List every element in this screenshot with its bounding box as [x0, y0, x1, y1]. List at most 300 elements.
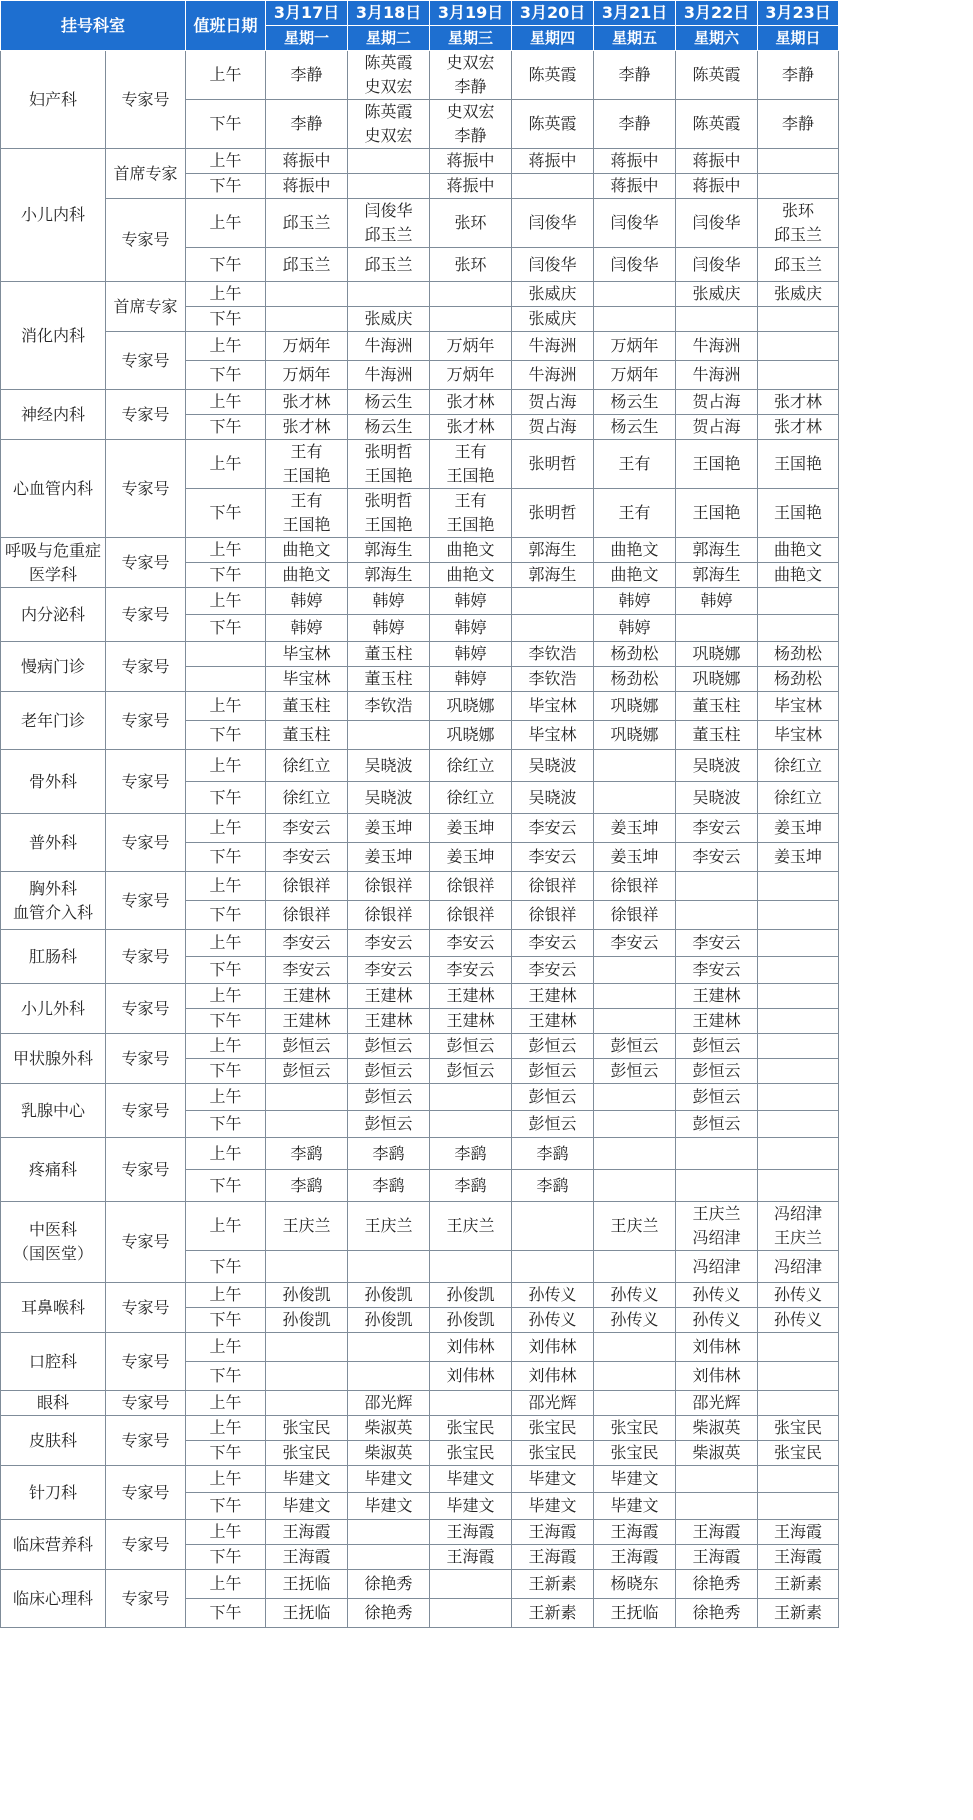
- doctor-cell: [594, 1138, 676, 1170]
- doctor-cell: [758, 1493, 839, 1520]
- doctor-cell: [758, 1111, 839, 1138]
- doctor-cell: [266, 440, 348, 489]
- cell-line: 王国艳: [364, 515, 413, 534]
- registration-type-cell: 专家号: [106, 1283, 186, 1333]
- doctor-cell: [594, 1391, 676, 1416]
- doctor-cell: [430, 51, 512, 100]
- cell-line: 王国艳: [282, 466, 331, 485]
- doctor-cell: 李静: [266, 51, 348, 100]
- registration-type-cell: 专家号: [106, 642, 186, 692]
- schedule-body: [1, 51, 839, 1628]
- doctor-cell: 贺占海: [676, 415, 758, 440]
- doctor-cell: [758, 307, 839, 332]
- doctor-cell: 万炳年: [430, 332, 512, 361]
- doctor-cell: [758, 1333, 839, 1362]
- doctor-cell: 巩晓娜: [594, 692, 676, 721]
- doctor-cell: 李安云: [676, 814, 758, 843]
- doctor-cell: 张宝民: [758, 1441, 839, 1466]
- table-row: [1, 1034, 839, 1059]
- period-cell: 下午: [186, 361, 266, 390]
- doctor-cell: 徐红立: [758, 750, 839, 782]
- registration-type-cell: 首席专家: [106, 149, 186, 199]
- doctor-cell: 贺占海: [512, 390, 594, 415]
- doctor-cell: [266, 282, 348, 307]
- doctor-cell: 毕建文: [594, 1493, 676, 1520]
- doctor-cell: 郭海生: [676, 563, 758, 588]
- period-cell: 下午: [186, 1545, 266, 1570]
- doctor-cell: [594, 1170, 676, 1202]
- doctor-cell: 李鹞: [348, 1138, 430, 1170]
- doctor-cell: 刘伟林: [676, 1333, 758, 1362]
- dept-name-cell: 普外科: [1, 814, 106, 872]
- doctor-cell: 邵光辉: [676, 1391, 758, 1416]
- weekday-header: 星期日: [758, 26, 839, 51]
- doctor-cell: 彭恒云: [676, 1084, 758, 1111]
- doctor-cell: 李安云: [348, 930, 430, 957]
- doctor-cell: 李安云: [266, 843, 348, 872]
- doctor-cell: 徐红立: [266, 750, 348, 782]
- doctor-cell: [430, 440, 512, 489]
- dept-name-cell: 临床营养科: [1, 1520, 106, 1570]
- doctor-cell: [676, 1170, 758, 1202]
- doctor-cell: 吴晓波: [676, 750, 758, 782]
- date-header: 3月19日: [430, 1, 512, 26]
- doctor-cell: [348, 199, 430, 248]
- doctor-cell: 徐艳秀: [676, 1599, 758, 1628]
- weekday-header: 星期二: [348, 26, 430, 51]
- period-cell: 上午: [186, 1034, 266, 1059]
- doctor-cell: 李钦浩: [512, 667, 594, 692]
- doctor-cell: [430, 1251, 512, 1283]
- doctor-cell: 牛海洲: [512, 332, 594, 361]
- period-cell: 下午: [186, 174, 266, 199]
- doctor-cell: 张宝民: [758, 1416, 839, 1441]
- dept-header: 挂号科室: [1, 1, 186, 51]
- doctor-cell: 徐艳秀: [348, 1599, 430, 1628]
- doctor-cell: 李静: [758, 100, 839, 149]
- doctor-cell: 彭恒云: [348, 1111, 430, 1138]
- doctor-cell: [266, 1333, 348, 1362]
- date-header: 3月23日: [758, 1, 839, 26]
- doctor-cell: 张环: [430, 248, 512, 282]
- doctor-cell: 彭恒云: [266, 1059, 348, 1084]
- doctor-cell: 王国艳: [758, 489, 839, 538]
- doctor-cell: 王海霞: [758, 1545, 839, 1570]
- doctor-cell: 邱玉兰: [758, 248, 839, 282]
- doctor-cell: [758, 332, 839, 361]
- table-row: [1, 149, 839, 174]
- doctor-cell: 姜玉坤: [430, 814, 512, 843]
- doctor-cell: [758, 957, 839, 984]
- doctor-cell: 徐银祥: [594, 901, 676, 930]
- doctor-cell: 李安云: [594, 930, 676, 957]
- doctor-cell: [758, 1466, 839, 1493]
- doctor-cell: 王海霞: [676, 1545, 758, 1570]
- table-row: [1, 51, 839, 100]
- registration-type-cell: 专家号: [106, 1466, 186, 1520]
- doctor-cell: 王海霞: [430, 1545, 512, 1570]
- doctor-cell: 李安云: [430, 930, 512, 957]
- cell-line: 史双宏: [446, 53, 495, 72]
- doctor-cell: 张才林: [430, 415, 512, 440]
- cell-line: 冯绍津: [692, 1228, 741, 1247]
- cell-line: 张明哲: [364, 442, 413, 461]
- doctor-cell: 蒋振中: [676, 149, 758, 174]
- doctor-cell: 柴淑英: [348, 1441, 430, 1466]
- doctor-cell: 毕建文: [430, 1493, 512, 1520]
- doctor-cell: 徐银祥: [594, 872, 676, 901]
- doctor-cell: 蒋振中: [430, 149, 512, 174]
- table-row: [1, 332, 839, 361]
- doctor-cell: 张宝民: [266, 1416, 348, 1441]
- doctor-cell: 王有: [594, 440, 676, 489]
- doctor-cell: 李安云: [266, 957, 348, 984]
- period-cell: [186, 642, 266, 667]
- date-header: 3月17日: [266, 1, 348, 26]
- registration-type-cell: 专家号: [106, 872, 186, 930]
- doctor-cell: [594, 1009, 676, 1034]
- doctor-cell: 王庆兰: [594, 1202, 676, 1251]
- doctor-cell: 牛海洲: [676, 361, 758, 390]
- doctor-cell: [594, 1251, 676, 1283]
- doctor-cell: 王海霞: [758, 1520, 839, 1545]
- doctor-cell: [758, 930, 839, 957]
- doctor-cell: 王新素: [758, 1599, 839, 1628]
- doctor-cell: 王庆兰: [430, 1202, 512, 1251]
- cell-line: 王有: [454, 442, 487, 461]
- period-cell: 上午: [186, 199, 266, 248]
- doctor-cell: 王建林: [266, 984, 348, 1009]
- doctor-cell: 闫俊华: [512, 199, 594, 248]
- doctor-cell: 王抚临: [594, 1599, 676, 1628]
- period-cell: 下午: [186, 563, 266, 588]
- doctor-cell: [266, 307, 348, 332]
- period-cell: 下午: [186, 1059, 266, 1084]
- table-row: [1, 1084, 839, 1111]
- doctor-cell: 李安云: [676, 930, 758, 957]
- doctor-cell: 万炳年: [594, 332, 676, 361]
- doctor-cell: 徐银祥: [266, 901, 348, 930]
- period-cell: 下午: [186, 721, 266, 750]
- doctor-cell: 彭恒云: [348, 1059, 430, 1084]
- doctor-cell: 董玉柱: [676, 692, 758, 721]
- doctor-cell: 张才林: [430, 390, 512, 415]
- doctor-cell: [348, 1362, 430, 1391]
- doctor-cell: [430, 307, 512, 332]
- cell-line: 史双宏: [446, 102, 495, 121]
- dept-name-cell: 小儿内科: [1, 149, 106, 282]
- weekday-header: 星期五: [594, 26, 676, 51]
- doctor-cell: [758, 1084, 839, 1111]
- period-cell: 下午: [186, 1362, 266, 1391]
- period-cell: 下午: [186, 248, 266, 282]
- dept-name-cell: [1, 1202, 106, 1283]
- doctor-cell: 杨云生: [348, 390, 430, 415]
- doctor-cell: 曲艳文: [758, 563, 839, 588]
- period-cell: 下午: [186, 1308, 266, 1333]
- doctor-cell: 李鹞: [512, 1170, 594, 1202]
- doctor-cell: 毕宝林: [512, 692, 594, 721]
- cell-line: 陈英霞: [364, 53, 413, 72]
- dept-name-cell: 针刀科: [1, 1466, 106, 1520]
- doctor-cell: [512, 588, 594, 615]
- period-cell: 上午: [186, 814, 266, 843]
- doctor-cell: 董玉柱: [266, 721, 348, 750]
- doctor-cell: 姜玉坤: [348, 843, 430, 872]
- cell-line: 王有: [290, 442, 323, 461]
- doctor-cell: 王海霞: [676, 1520, 758, 1545]
- registration-type-cell: 专家号: [106, 1084, 186, 1138]
- doctor-cell: 杨云生: [594, 415, 676, 440]
- cell-line: 张明哲: [364, 491, 413, 510]
- doctor-cell: 李钦浩: [348, 692, 430, 721]
- doctor-cell: 闫俊华: [594, 248, 676, 282]
- doctor-cell: 孙传义: [594, 1308, 676, 1333]
- doctor-cell: [348, 440, 430, 489]
- dept-name-cell: 骨外科: [1, 750, 106, 814]
- doctor-cell: 张宝民: [594, 1441, 676, 1466]
- doctor-cell: 邱玉兰: [266, 199, 348, 248]
- doctor-cell: 李安云: [676, 957, 758, 984]
- table-row: [1, 1416, 839, 1441]
- doctor-cell: 万炳年: [266, 332, 348, 361]
- cell-line: 呼吸与危重症: [4, 540, 101, 560]
- doctor-cell: 韩婷: [676, 588, 758, 615]
- dept-name-cell: 皮肤科: [1, 1416, 106, 1466]
- doctor-cell: 王建林: [676, 1009, 758, 1034]
- table-row: [1, 930, 839, 957]
- doctor-cell: [594, 1111, 676, 1138]
- doctor-cell: [348, 1333, 430, 1362]
- cell-line: 王国艳: [446, 466, 495, 485]
- table-row: [1, 692, 839, 721]
- doctor-cell: 曲艳文: [594, 538, 676, 563]
- period-cell: 上午: [186, 930, 266, 957]
- table-row: [1, 750, 839, 782]
- doctor-cell: 吴晓波: [676, 782, 758, 814]
- doctor-cell: [594, 750, 676, 782]
- registration-type-cell: 专家号: [106, 390, 186, 440]
- cell-line: 王有: [290, 491, 323, 510]
- doctor-cell: [676, 1138, 758, 1170]
- doctor-cell: 巩晓娜: [430, 721, 512, 750]
- doctor-cell: [430, 489, 512, 538]
- period-cell: 上午: [186, 984, 266, 1009]
- doctor-cell: 杨云生: [594, 390, 676, 415]
- doctor-cell: 杨劲松: [758, 667, 839, 692]
- doctor-cell: 毕建文: [266, 1466, 348, 1493]
- doctor-cell: [594, 282, 676, 307]
- doctor-cell: [676, 872, 758, 901]
- doctor-cell: 王海霞: [512, 1520, 594, 1545]
- registration-type-cell: 专家号: [106, 1138, 186, 1202]
- period-cell: 下午: [186, 1441, 266, 1466]
- doctor-cell: 王建林: [512, 1009, 594, 1034]
- doctor-cell: [758, 1391, 839, 1416]
- doctor-cell: 李安云: [512, 814, 594, 843]
- registration-type-cell: 专家号: [106, 588, 186, 642]
- doctor-cell: 郭海生: [348, 538, 430, 563]
- cell-line: 邱玉兰: [364, 225, 413, 244]
- cell-line: 陈英霞: [364, 102, 413, 121]
- doctor-cell: [758, 174, 839, 199]
- doctor-cell: 徐银祥: [512, 901, 594, 930]
- doctor-cell: 李钦浩: [512, 642, 594, 667]
- doctor-cell: [758, 615, 839, 642]
- doctor-cell: 吴晓波: [512, 782, 594, 814]
- cell-line: 中医科: [28, 1220, 77, 1239]
- doctor-cell: 吴晓波: [348, 750, 430, 782]
- doctor-cell: 韩婷: [430, 642, 512, 667]
- doctor-cell: 毕宝林: [758, 721, 839, 750]
- doctor-cell: 杨劲松: [758, 642, 839, 667]
- period-cell: 下午: [186, 1251, 266, 1283]
- table-row: [1, 390, 839, 415]
- doctor-cell: 巩晓娜: [594, 721, 676, 750]
- doctor-cell: 孙传义: [676, 1308, 758, 1333]
- cell-line: 王有: [454, 491, 487, 510]
- period-cell: 上午: [186, 1202, 266, 1251]
- doctor-cell: [512, 174, 594, 199]
- registration-type-cell: 专家号: [106, 750, 186, 814]
- doctor-cell: 彭恒云: [512, 1084, 594, 1111]
- registration-type-cell: 专家号: [106, 1391, 186, 1416]
- doctor-cell: 张才林: [758, 390, 839, 415]
- dept-name-cell: 神经内科: [1, 390, 106, 440]
- doctor-cell: 蒋振中: [266, 149, 348, 174]
- doctor-cell: 徐银祥: [430, 872, 512, 901]
- dept-name-cell: [1, 872, 106, 930]
- period-cell: 上午: [186, 390, 266, 415]
- doctor-cell: 李静: [266, 100, 348, 149]
- table-row: [1, 199, 839, 248]
- period-cell: 上午: [186, 692, 266, 721]
- registration-type-cell: 专家号: [106, 1416, 186, 1466]
- registration-type-cell: 专家号: [106, 984, 186, 1034]
- period-cell: 下午: [186, 957, 266, 984]
- period-cell: 下午: [186, 1009, 266, 1034]
- dept-name-cell: 肛肠科: [1, 930, 106, 984]
- doctor-cell: 陈英霞: [512, 100, 594, 149]
- doctor-cell: 闫俊华: [594, 199, 676, 248]
- doctor-cell: 毕建文: [512, 1466, 594, 1493]
- doctor-cell: 曲艳文: [594, 563, 676, 588]
- table-row: [1, 1391, 839, 1416]
- period-cell: 上午: [186, 1138, 266, 1170]
- dept-name-cell: 慢病门诊: [1, 642, 106, 692]
- period-cell: 下午: [186, 489, 266, 538]
- period-cell: 上午: [186, 1520, 266, 1545]
- doctor-cell: 徐红立: [758, 782, 839, 814]
- doctor-cell: 徐红立: [430, 782, 512, 814]
- doctor-cell: 李鹞: [266, 1170, 348, 1202]
- doctor-cell: 彭恒云: [594, 1034, 676, 1059]
- doctor-cell: [758, 1009, 839, 1034]
- doctor-cell: 李鹞: [430, 1138, 512, 1170]
- doctor-cell: [348, 1520, 430, 1545]
- doctor-cell: 李安云: [676, 843, 758, 872]
- doctor-cell: 王建林: [348, 1009, 430, 1034]
- doctor-cell: [348, 174, 430, 199]
- doctor-cell: 王新素: [758, 1570, 839, 1599]
- period-cell: 上午: [186, 332, 266, 361]
- period-cell: 下午: [186, 843, 266, 872]
- doctor-cell: 彭恒云: [676, 1111, 758, 1138]
- doctor-cell: 毕宝林: [758, 692, 839, 721]
- cell-line: 李静: [454, 77, 487, 96]
- doctor-cell: 董玉柱: [348, 642, 430, 667]
- doctor-cell: 张明哲: [512, 440, 594, 489]
- dept-name-cell: 甲状腺外科: [1, 1034, 106, 1084]
- period-cell: 上午: [186, 1570, 266, 1599]
- doctor-cell: 张威庆: [348, 307, 430, 332]
- doctor-cell: 王国艳: [676, 440, 758, 489]
- period-cell: 下午: [186, 307, 266, 332]
- registration-type-cell: 专家号: [106, 1034, 186, 1084]
- doctor-cell: 董玉柱: [266, 692, 348, 721]
- table-row: [1, 1520, 839, 1545]
- registration-type-cell: 专家号: [106, 51, 186, 149]
- registration-type-cell: 专家号: [106, 440, 186, 538]
- doctor-cell: 蒋振中: [430, 174, 512, 199]
- doctor-cell: 郭海生: [676, 538, 758, 563]
- period-cell: [186, 667, 266, 692]
- doctor-cell: 孙传义: [758, 1308, 839, 1333]
- doctor-cell: 柴淑英: [676, 1441, 758, 1466]
- doctor-cell: [758, 901, 839, 930]
- doctor-cell: 杨晓东: [594, 1570, 676, 1599]
- dept-name-cell: 心血管内科: [1, 440, 106, 538]
- doctor-cell: 曲艳文: [430, 538, 512, 563]
- doctor-cell: 徐银祥: [266, 872, 348, 901]
- doctor-cell: 姜玉坤: [758, 843, 839, 872]
- period-cell: 上午: [186, 149, 266, 174]
- doctor-cell: 张环: [430, 199, 512, 248]
- doctor-cell: [348, 100, 430, 149]
- doctor-cell: 张才林: [758, 415, 839, 440]
- doctor-cell: [512, 1251, 594, 1283]
- doctor-cell: 韩婷: [430, 667, 512, 692]
- doctor-cell: 王建林: [430, 1009, 512, 1034]
- table-row: [1, 1138, 839, 1170]
- doctor-cell: [594, 782, 676, 814]
- doctor-cell: [676, 901, 758, 930]
- doctor-cell: [348, 282, 430, 307]
- doctor-cell: [758, 1059, 839, 1084]
- doctor-cell: [266, 1362, 348, 1391]
- doctor-cell: 牛海洲: [348, 361, 430, 390]
- doctor-cell: 彭恒云: [512, 1111, 594, 1138]
- registration-type-cell: 专家号: [106, 538, 186, 588]
- doctor-cell: 张明哲: [512, 489, 594, 538]
- doctor-cell: 孙俊凯: [348, 1283, 430, 1308]
- doctor-cell: 董玉柱: [348, 667, 430, 692]
- doctor-cell: 王国艳: [758, 440, 839, 489]
- doctor-cell: 韩婷: [594, 588, 676, 615]
- period-cell: 下午: [186, 1170, 266, 1202]
- doctor-cell: 王抚临: [266, 1570, 348, 1599]
- doctor-cell: 杨劲松: [594, 642, 676, 667]
- doctor-cell: 吴晓波: [348, 782, 430, 814]
- cell-line: 闫俊华: [364, 201, 413, 220]
- cell-line: （国医堂）: [12, 1244, 93, 1263]
- doctor-cell: 王海霞: [512, 1545, 594, 1570]
- doctor-cell: 蒋振中: [266, 174, 348, 199]
- doctor-cell: 孙传义: [512, 1308, 594, 1333]
- doctor-cell: 姜玉坤: [758, 814, 839, 843]
- doctor-cell: [348, 721, 430, 750]
- period-cell: 下午: [186, 1111, 266, 1138]
